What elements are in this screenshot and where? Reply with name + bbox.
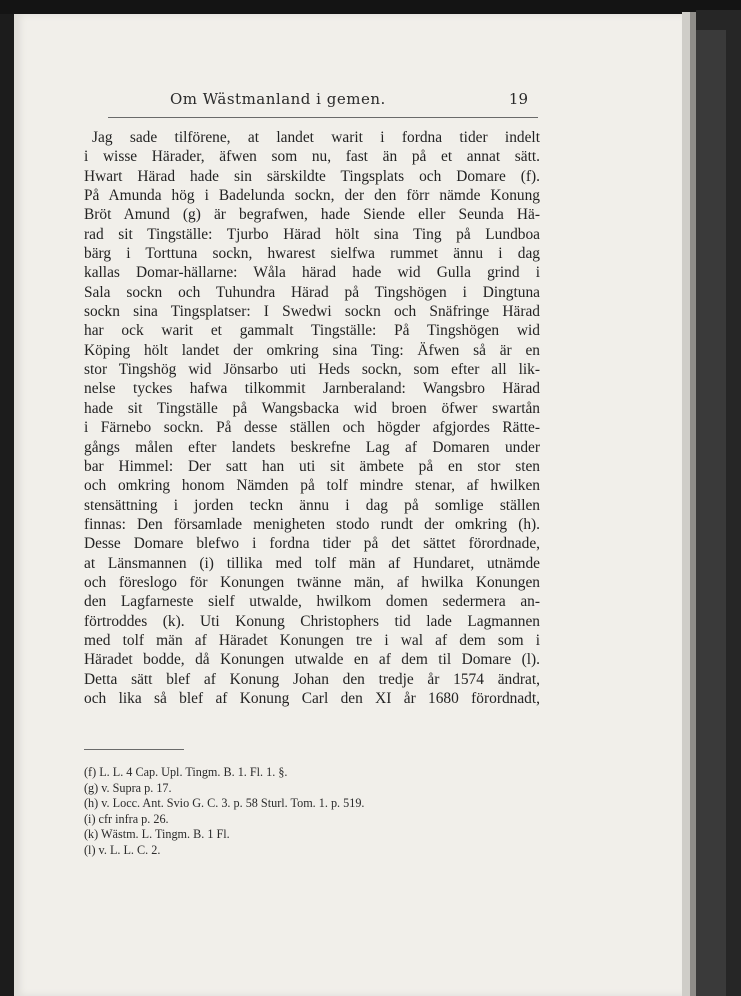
text-line: finnas: Den församlade menigheten stodo rundt der omkring (h). [84, 515, 540, 533]
footnote: (f) L. L. 4 Cap. Upl. Tingm. B. 1. Fl. 1. §. [84, 765, 288, 779]
body-text [84, 128, 540, 708]
text-line: Bröt Amund (g) är begrafwen, hade Siende eller Seunda Hä- [84, 206, 540, 224]
page-edges [682, 12, 690, 996]
header-rule [108, 117, 538, 118]
text-line: rad sit Tingställe: Tjurbo Härad hölt sina Ting på Lundboa [84, 225, 540, 243]
text-line: Desse Domare blefwo i fordna tider på det sättet förordnade, [84, 535, 540, 553]
footnote: (l) v. L. L. C. 2. [84, 842, 161, 857]
text-line: På Amunda hög i Badelunda sockn, der den förr nämde Konung [84, 187, 540, 205]
text-line: bar Himmel: Der satt han uti sit ämbete på en stor sten [84, 457, 540, 475]
text-line: nelse tyckes hafwa tilkommit Jarnberaland: Wangsbro Härad [84, 380, 540, 398]
text-line: och lika så blef af Konung Carl den XI år 1680 förordnadt, [84, 689, 540, 707]
footnote: (k) Wästm. L. Tingm. B. 1 Fl. [84, 827, 230, 842]
text-line: med tolf män af Häradet Konungen tre i wal af dem som i [84, 631, 540, 649]
text-line: den Lagfarneste sielf utwalde, hwilkom domen sedermera an- [84, 593, 540, 611]
text-line: Köping hölt landet der omkring sina Ting: Äfwen så är en [84, 341, 540, 359]
text-line: bärg i Torttuna sockn, hwarest sielfwa rummet ännu i dag [84, 245, 540, 263]
text-line: Jag sade tilförene, at landet warit i fordna tider indelt [92, 129, 540, 146]
text-line: och föreslogo för Konungen twänne män, af hwilka Konungen [84, 573, 540, 591]
text-line: förtroddes (k). Uti Konung Christophers tid lade Lagmannen [84, 612, 540, 630]
text-line: Sala sockn och Tuhundra Härad på Tingshögen i Dingtuna [84, 283, 540, 301]
text-line: Detta sätt blef af Konung Johan den tredje år 1574 ändrat, [84, 670, 540, 688]
footnote-rule [84, 749, 184, 750]
page-number: 19 [508, 90, 528, 108]
text-line: stensättning i jorden teckn ännu i dag på somlige ställen [84, 496, 540, 514]
text-line: Hwart Härad hade sin särskildte Tingsplats och Domare (f). [84, 167, 540, 185]
footnote: (h) v. Locc. Ant. Svio G. C. 3. p. 58 Sturl. Tom. 1. p. 519. [84, 796, 365, 811]
text-line: sockn sina Tingsplatser: I Swedwi sockn och Snäfringe Härad [84, 303, 540, 321]
text-line: stor Tingshög wid Jönsarbo uti Heds sockn, som efter all lik- [84, 361, 540, 379]
footnote: (i) cfr infra p. 26. [84, 811, 169, 826]
running-title: Om Wästmanland i gemen. [170, 90, 386, 108]
text-line: i Färnebo sockn. På desse ställen och högder afgjordes Rätte- [84, 419, 540, 437]
running-header [112, 90, 550, 114]
footnotes [84, 765, 504, 859]
footnote: (g) v. Supra p. 17. [84, 780, 172, 795]
text-line: gångs målen efter landets beskrefne Lag af Domaren under [84, 438, 540, 456]
text-line: har ock warit et gammalt Tingställe: På Tingshögen wid [84, 322, 540, 340]
scan-background [0, 0, 741, 14]
text-line: hade sit Tingställe på Wangsbacka wid broen öfwer swartån [84, 399, 540, 417]
text-line: i wisse Härader, äfwen som nu, fast än på et annat sätt. [84, 148, 540, 166]
text-line: kallas Domar-hällarne: Wåla härad hade wid Gulla grind i [84, 264, 540, 282]
text-line: at Länsmannen (i) tillika med tolf män af Hundaret, utnämde [84, 554, 540, 572]
text-line: Häradet bodde, då Konungen utwalde en af dem til Domare (l). [84, 651, 540, 669]
book-binding-inner [696, 30, 726, 996]
text-line: och omkring honom Nämden på tolf mindre stenar, af hwilken [84, 477, 540, 495]
